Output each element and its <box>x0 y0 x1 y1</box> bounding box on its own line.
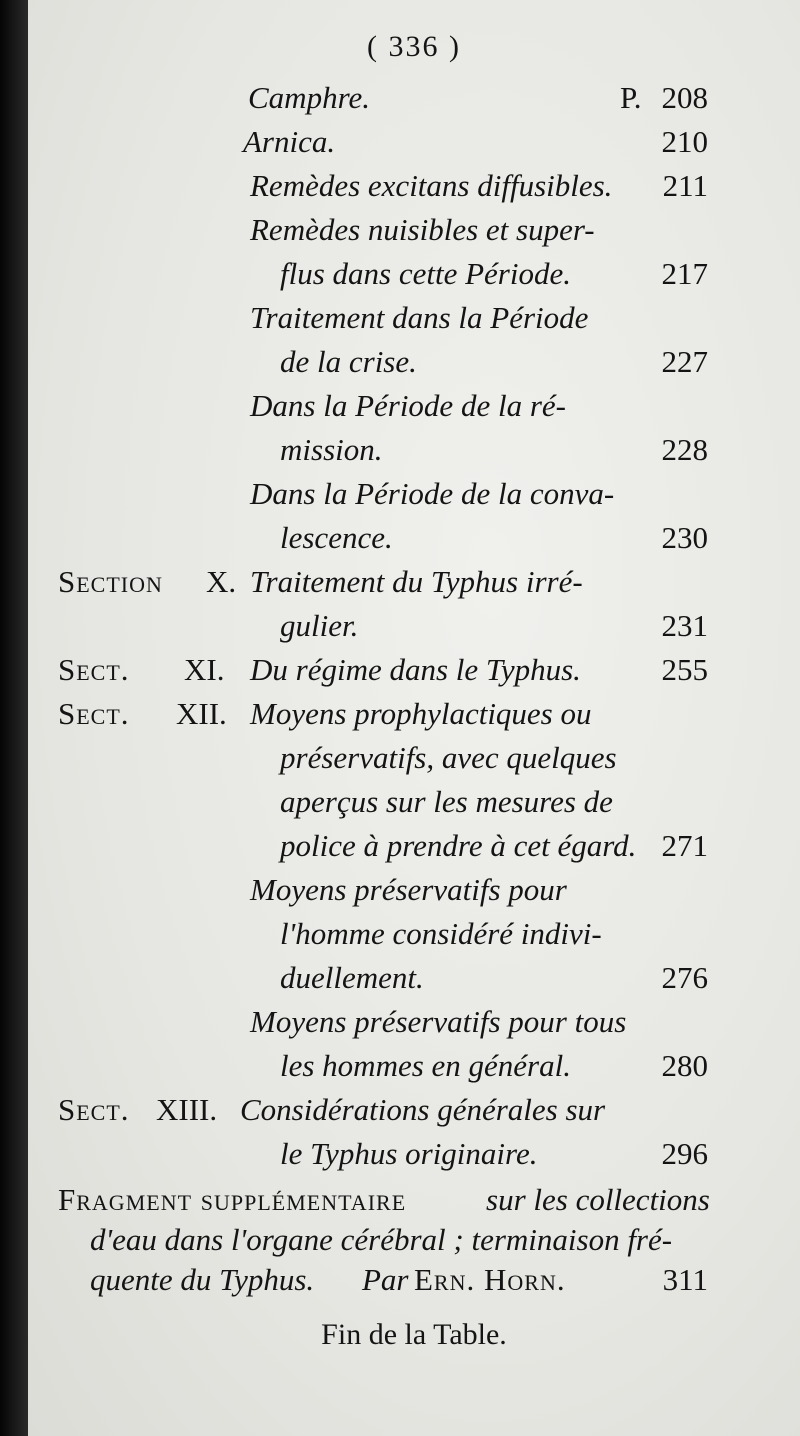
toc-line <box>28 520 800 564</box>
page-number <box>663 168 708 204</box>
toc-line <box>28 212 800 256</box>
section-label: Sect. <box>58 696 130 731</box>
entry-text: Moyens prophylactiques ou <box>250 696 592 731</box>
fragment-text-1: sur les collections <box>486 1182 710 1217</box>
entry-text: l'homme considéré indivi- <box>280 916 602 951</box>
entry-text: duellement. <box>280 960 424 995</box>
fragment-line-1 <box>28 1182 800 1226</box>
entry-text: Traitement du Typhus irré- <box>250 564 583 599</box>
section-number: XII. <box>176 696 227 731</box>
page-number <box>662 520 709 556</box>
toc-line <box>28 388 800 432</box>
toc-line <box>28 872 800 916</box>
toc-line <box>28 344 800 388</box>
toc-line <box>28 828 800 872</box>
toc-line <box>28 124 800 168</box>
fragment-text-2: d'eau dans l'organe cérébral ; terminaison fré- <box>90 1222 673 1257</box>
toc-line <box>28 300 800 344</box>
fragment-par: Par <box>362 1262 409 1297</box>
toc-line <box>28 608 800 652</box>
page-number <box>662 432 709 468</box>
section-label: Sect. <box>58 1092 130 1127</box>
entry-text: lescence. <box>280 520 393 555</box>
entry-text: Camphre. <box>248 80 370 115</box>
entry-text: Du régime dans le Typhus. <box>250 652 581 687</box>
page-number <box>662 344 709 380</box>
page-value: 271 <box>661 828 708 863</box>
entry-text: Remèdes nuisibles et super- <box>250 212 595 247</box>
entry-text: Traitement dans la Période <box>250 300 589 335</box>
entry-text: préservatifs, avec quelques <box>280 740 617 775</box>
entry-text: flus dans cette Période. <box>280 256 571 291</box>
entry-text: Dans la Période de la ré- <box>250 388 566 423</box>
page-edge-shadow <box>0 0 28 1436</box>
entry-text: Dans la Période de la conva- <box>250 476 615 511</box>
toc-line <box>28 960 800 1004</box>
toc-line <box>28 1136 800 1180</box>
page-number <box>662 256 709 292</box>
section-number: XIII. <box>156 1092 218 1127</box>
fragment-text-3: quente du Typhus. <box>90 1262 315 1297</box>
fragment-line-3 <box>28 1262 800 1306</box>
book-page <box>28 0 800 1436</box>
fragment-page-number: 311 <box>662 1262 708 1297</box>
fragment-label: Fragment supplémentaire <box>58 1182 407 1217</box>
toc-line <box>28 916 800 960</box>
section-number: XI. <box>184 652 225 687</box>
page-value: 231 <box>661 608 708 643</box>
page-value: 217 <box>661 256 708 291</box>
toc-line <box>28 1004 800 1048</box>
entry-text: gulier. <box>280 608 359 643</box>
toc-line <box>28 476 800 520</box>
page-number <box>662 960 709 996</box>
section-number: X. <box>206 564 237 599</box>
page-value: 230 <box>661 520 708 555</box>
page-number <box>662 1136 709 1172</box>
toc-line <box>28 432 800 476</box>
page-value: 210 <box>661 124 708 159</box>
page-prefix: P. <box>619 80 642 115</box>
toc-line <box>28 564 800 608</box>
entry-text: Moyens préservatifs pour <box>250 872 567 907</box>
page-value: 255 <box>661 652 708 687</box>
entry-text: le Typhus originaire. <box>280 1136 538 1171</box>
page-number <box>662 608 709 644</box>
page-number <box>662 1048 709 1084</box>
toc-line <box>28 80 800 124</box>
page-value: 227 <box>661 344 708 379</box>
entry-text: Considérations générales sur <box>240 1092 606 1127</box>
page-value: 211 <box>662 168 708 203</box>
entry-text: Arnica. <box>243 124 336 159</box>
toc-line <box>28 652 800 696</box>
page-value: 228 <box>661 432 708 467</box>
toc-line <box>28 1048 800 1092</box>
page-value: 280 <box>661 1048 708 1083</box>
entry-text: Remèdes excitans diffusibles. <box>250 168 613 203</box>
entry-text: les hommes en général. <box>280 1048 571 1083</box>
page-number <box>620 80 708 116</box>
section-label: Section <box>58 564 163 599</box>
page-header: ( 336 ) <box>367 30 461 63</box>
entry-text: Moyens préservatifs pour tous <box>250 1004 627 1039</box>
toc-line <box>28 1092 800 1136</box>
entry-text: de la crise. <box>280 344 417 379</box>
entry-text: aperçus sur les mesures de <box>280 784 613 819</box>
toc-line <box>28 740 800 784</box>
page-number <box>662 652 709 688</box>
page-number <box>662 828 709 864</box>
page-value: 296 <box>661 1136 708 1171</box>
toc-line <box>28 696 800 740</box>
entry-text: police à prendre à cet égard. <box>280 828 637 863</box>
fragment-line-2 <box>28 1222 800 1266</box>
page-value: 208 <box>661 80 708 115</box>
toc-line <box>28 256 800 300</box>
entry-text: mission. <box>280 432 383 467</box>
page-number <box>662 124 709 160</box>
page-value: 276 <box>661 960 708 995</box>
end-of-table: Fin de la Table. <box>321 1318 507 1351</box>
section-label: Sect. <box>58 652 130 687</box>
toc-line <box>28 784 800 828</box>
toc-line <box>28 168 800 212</box>
fragment-author: Ern. Horn. <box>414 1262 566 1297</box>
